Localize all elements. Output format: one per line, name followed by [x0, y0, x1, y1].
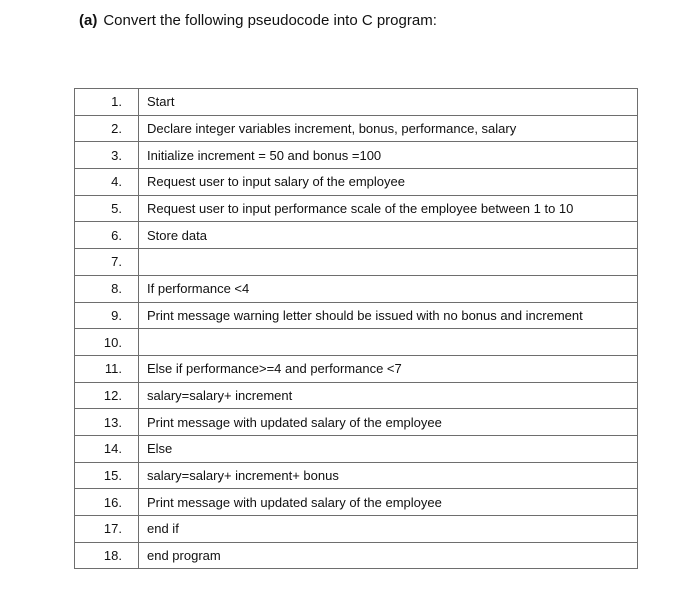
step-number: 12.	[75, 382, 139, 409]
table-row	[75, 516, 638, 543]
step-text	[139, 249, 638, 276]
step-number: 5.	[75, 195, 139, 222]
table-row	[75, 355, 638, 382]
question-label: (a)	[79, 12, 98, 29]
step-text	[139, 329, 638, 356]
step-number: 1.	[75, 89, 139, 116]
step-text: salary=salary+ increment+ bonus	[139, 462, 638, 489]
step-text: Else if performance>=4 and performance <7	[139, 355, 638, 382]
step-number: 9.	[75, 302, 139, 329]
table-row	[75, 409, 638, 436]
step-number: 13.	[75, 409, 139, 436]
table-row	[75, 89, 638, 116]
step-number: 16.	[75, 489, 139, 516]
table-row	[75, 329, 638, 356]
step-text: Else	[139, 435, 638, 462]
step-number: 15.	[75, 462, 139, 489]
step-text: Request user to input salary of the employee	[139, 169, 638, 196]
step-number: 17.	[75, 516, 139, 543]
step-number: 11.	[75, 355, 139, 382]
table-row	[75, 382, 638, 409]
step-text: If performance <4	[139, 275, 638, 302]
step-number: 4.	[75, 169, 139, 196]
table-row	[75, 249, 638, 276]
table-row	[75, 462, 638, 489]
step-number: 2.	[75, 115, 139, 142]
table-row	[75, 275, 638, 302]
table-row	[75, 115, 638, 142]
table-row	[75, 489, 638, 516]
step-text: Initialize increment = 50 and bonus =100	[139, 142, 638, 169]
step-number: 7.	[75, 249, 139, 276]
step-text: end program	[139, 542, 638, 569]
step-text: Store data	[139, 222, 638, 249]
table-row	[75, 169, 638, 196]
table-row	[75, 222, 638, 249]
step-text: Print message with updated salary of the employee	[139, 409, 638, 436]
step-number: 8.	[75, 275, 139, 302]
step-text: Print message with updated salary of the employee	[139, 489, 638, 516]
step-text: Request user to input performance scale of the employee between 1 to 10	[139, 195, 638, 222]
step-text: Print message warning letter should be issued with no bonus and increment	[139, 302, 638, 329]
table-row	[75, 435, 638, 462]
step-number: 3.	[75, 142, 139, 169]
step-text: end if	[139, 516, 638, 543]
table-row	[75, 195, 638, 222]
question-heading	[79, 12, 437, 29]
table-row	[75, 302, 638, 329]
step-text: salary=salary+ increment	[139, 382, 638, 409]
step-number: 18.	[75, 542, 139, 569]
step-number: 6.	[75, 222, 139, 249]
step-number: 14.	[75, 435, 139, 462]
step-number: 10.	[75, 329, 139, 356]
step-text: Start	[139, 89, 638, 116]
table-row	[75, 542, 638, 569]
question-text: Convert the following pseudocode into C program:	[103, 12, 437, 29]
table-row	[75, 142, 638, 169]
pseudocode-table	[74, 88, 638, 569]
step-text: Declare integer variables increment, bonus, performance, salary	[139, 115, 638, 142]
